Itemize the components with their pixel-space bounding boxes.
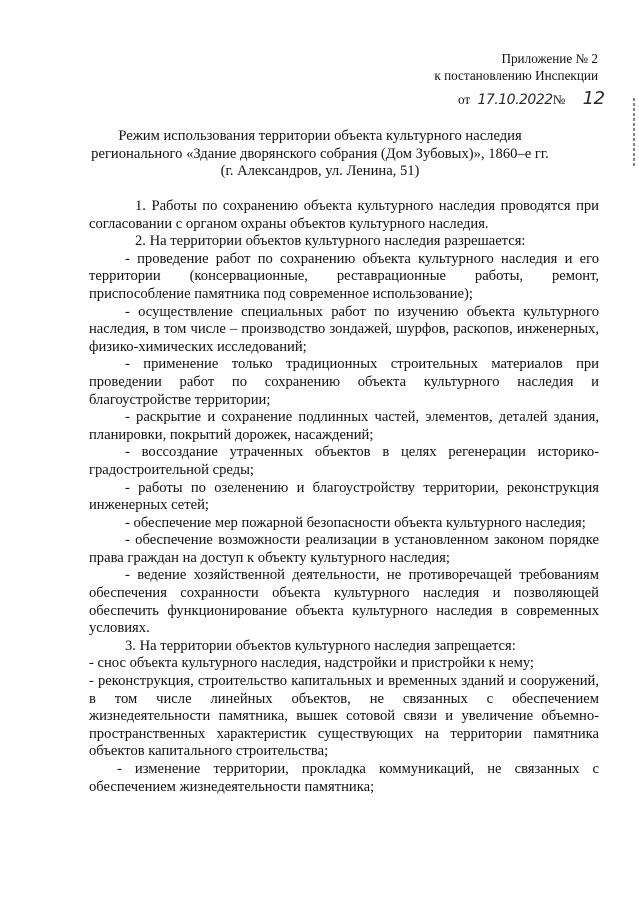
list-item-allowed: - воссоздание утраченных объектов в целях регенерации историко-градостроительной среды; xyxy=(89,444,599,478)
paragraph-3: 3. На территории объектов культурного наследия запрещается: xyxy=(125,637,516,654)
document-title xyxy=(60,128,580,181)
date-prefix: от xyxy=(458,92,471,107)
list-item-allowed: - работы по озеленению и благоустройству территории, реконструкция инженерных сетей; xyxy=(89,479,599,514)
document-body xyxy=(89,198,599,796)
list-item-allowed: - ведение хозяйственной деятельности, не противоречащей требованиям обеспечения сохранности объекта культурного наследия и позволяющей обеспечить функционирование объекта культурного наследия в современных условиях. xyxy=(89,567,599,637)
appendix-line-2: к постановлению Инспекции xyxy=(434,68,598,83)
title-line-3: (г. Александров, ул. Ленина, 51) xyxy=(220,163,420,180)
list-item-prohibited: - реконструкция, строительство капитальных и временных зданий и сооружений, в том числе линейных объектов, не связанных с обеспечением жизнедеятельности памятника, вышек сотовой связи и увеличение объемно-пространственных характеристик существующих на территории памятника объектов капитального строительства; xyxy=(89,673,599,760)
number-sign: № xyxy=(552,92,566,107)
title-line-2: регионального «Здание дворянского собрания (Дом Зубовых)», 1860–е гг. xyxy=(91,145,549,162)
scan-edge-mark xyxy=(633,98,635,166)
appendix-header xyxy=(434,50,598,84)
list-item-allowed: - обеспечение мер пожарной безопасности объекта культурного наследия; xyxy=(125,514,586,531)
title-line-1: Режим использования территории объекта культурного наследия xyxy=(118,128,522,144)
decree-date-number xyxy=(458,88,605,109)
paragraph-2: 2. На территории объектов культурного наследия разрешается: xyxy=(135,233,526,250)
list-item-prohibited: - снос объекта культурного наследия, надстройки и пристройки к нему; xyxy=(89,655,534,672)
list-item-allowed: - проведение работ по сохранению объекта культурного наследия и его территории (консервационные, реставрационные работы, ремонт, приспособление памятника под современное использование); xyxy=(89,250,599,302)
appendix-line-1: Приложение № 2 xyxy=(501,51,598,66)
paragraph-1: 1. Работы по сохранению объекта культурного наследия проводятся при согласовании с органом охраны объектов культурного наследия. xyxy=(89,198,599,232)
list-item-allowed: - обеспечение возможности реализации в установленном законом порядке права граждан на доступ к объекту культурного наследия; xyxy=(89,532,599,566)
list-item-allowed: - применение только традиционных строительных материалов при проведении работ по сохранению объекта культурного наследия и благоустройстве территории; xyxy=(89,356,599,408)
list-item-allowed: - раскрытие и сохранение подлинных частей, элементов, деталей здания, планировки, покрытий дорожек, насаждений; xyxy=(89,409,599,443)
list-item-allowed: - осуществление специальных работ по изучению объекта культурного наследия, в том числе – производство зондажей, шурфов, раскопов, инженерных, физико-химических исследований; xyxy=(89,303,599,355)
handwritten-number: 12 xyxy=(582,88,605,109)
handwritten-date: 17.10.2022 xyxy=(477,92,553,108)
list-item-prohibited: - изменение территории, прокладка коммуникаций, не связанных с обеспечением жизнедеятельности памятника; xyxy=(89,761,599,795)
